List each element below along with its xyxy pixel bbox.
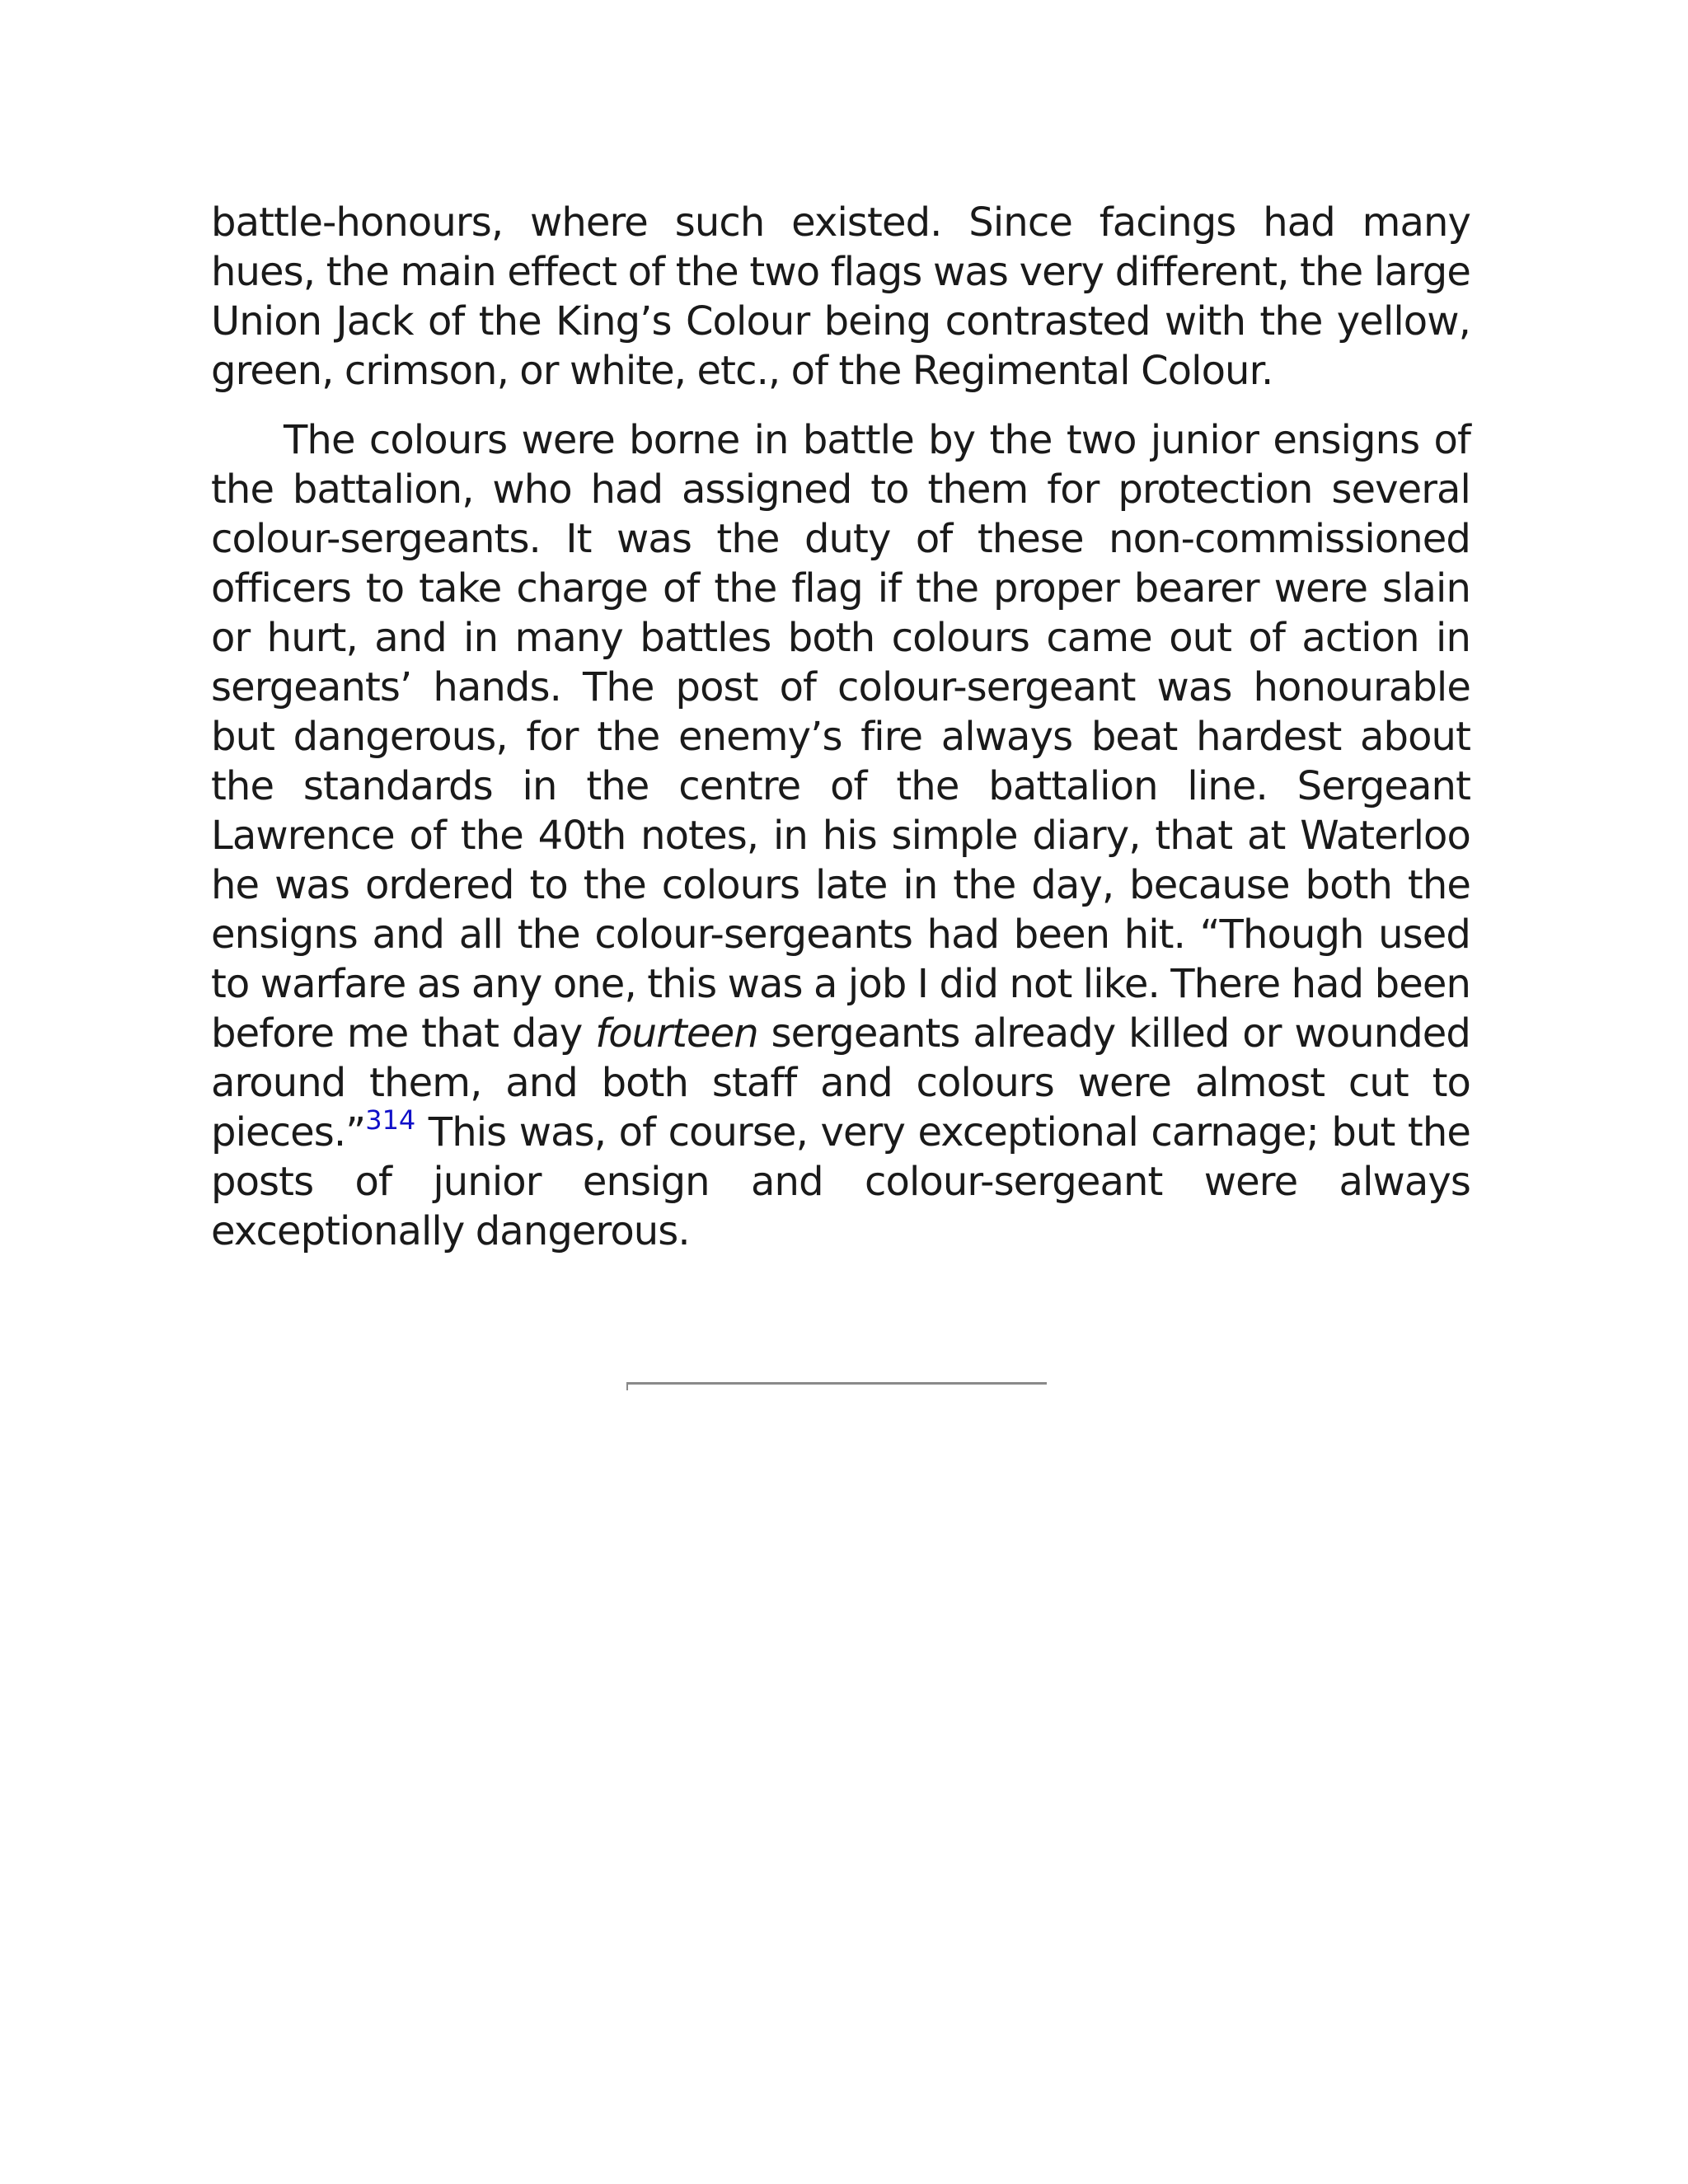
page-body	[211, 198, 1470, 1256]
paragraph-colours	[211, 415, 1470, 1256]
footnote-reference-link[interactable]: 314	[365, 1104, 416, 1136]
footnote-divider	[626, 1382, 1047, 1385]
paragraph-text-part-2: sergeants already killed or wounded around them, and both staff and colours were almost cut to pieces.”	[211, 1010, 1471, 1155]
emphasized-word: fourteen	[595, 1010, 758, 1057]
paragraph-text-part-1: The colours were borne in battle by the two junior ensigns of the battalion, who had assigned to them for protection several colour-sergeants. It was the duty of these non-commissioned officers to take charge of the flag if the proper bearer were slain or hurt, and in many battles both colours came out of action in sergeants’ hands. The post of colour-sergeant was honourable but dangerous, for the enemy’s fire always beat hardest about the standards in the centre of the battalion line. Sergeant Lawrence of the 40th notes, in his simple diary, that at Waterloo he was ordered to the colours late in the day, because both the ensigns and all the colour-sergeants had been hit. “Though used to warfare as any one, this was a job I did not like. There had been before me that day	[211, 417, 1470, 1057]
paragraph-text-part-3: This was, of course, very exceptional carnage; but the posts of junior ensign and colour-sergeant were always exceptionally dangerous.	[211, 1109, 1470, 1254]
paragraph-continued: battle-honours, where such existed. Since facings had many hues, the main effect of the two flags was very different, the large Union Jack of the King’s Colour being contrasted with the yellow, green, crimson, or white, etc., of the Regimental Colour.	[211, 199, 1470, 394]
